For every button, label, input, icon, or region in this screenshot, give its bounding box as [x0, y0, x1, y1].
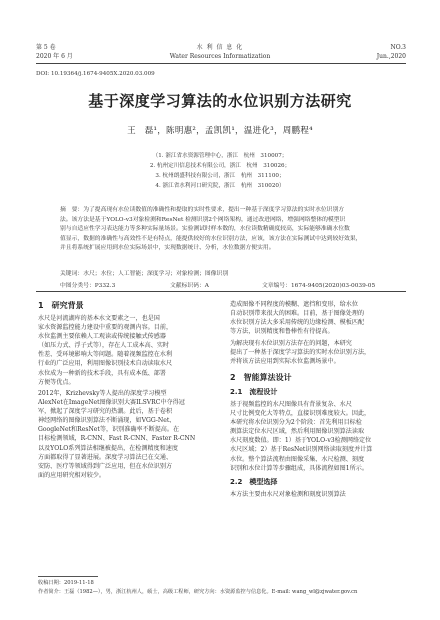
header-rule [36, 63, 406, 64]
abstract-line: 法。该方法是基于YOLO-v3对象检测和ResNet 检测识别2个网络架构，通过改进网络，增强网络整体的模型识 [60, 216, 346, 223]
author-list: 王 磊¹，陈明惠²，孟凯凯¹，温进化³，周鹏程⁴ [127, 126, 313, 136]
keywords: 关键词：水尺；水位；人工智能；深度学习；对象检测；图像识别 [60, 271, 229, 277]
clc-number: 中图分类号：P332.3 [60, 283, 116, 289]
text-line: 自动识别带来很大的困难。目前，基于图像处理的 [230, 310, 365, 318]
affiliation-3: 3. 杭州朗盛科技有限公司，浙江 杭州 311100； [155, 173, 285, 179]
text-line: 尺寸比例变化大等特点，直接识别难度较大。因此， [230, 410, 371, 418]
text-line: 目标检测领域，R-CNN、Fast R-CNN、Faster R-CNN [38, 435, 196, 443]
text-line: 水尺区域；2）基于ResNet识别网络读取刻度并计算 [230, 446, 373, 454]
text-line: 等方法，识别精度和鲁棒性有待提高。 [230, 328, 334, 336]
footnote-author: 作者简介：王磊（1982—），男，浙江杭州人，硕士，高级工程师，研究方向：水资源监控与信息化。E-mail: wang_wl@zjwater.gov.cn [38, 589, 358, 595]
text-line: 以及YOLO系列算法相继被提出，在检测精度和速度 [38, 444, 178, 452]
text-line: 神经网络的图像识别算法不断涌现，如VGG-Net、 [38, 417, 176, 425]
issue-date-en: Jun.,2020 [376, 53, 406, 60]
text-line: 军，掀起了深度学习研究的热潮。此后，基于卷积 [38, 408, 173, 416]
right-paragraph-1 [230, 300, 406, 336]
text-line: 行业的广泛应用，利用图像识别技术自动读取水尺 [38, 360, 173, 368]
text-line: GoogleNet和ResNet等，识别准确率不断提高。在 [38, 426, 180, 434]
text-line: 测算法定位水尺区域，然后利用图像识别算法读取 [230, 428, 365, 436]
subsection-2-1-heading: 2.1 流程设计 [230, 388, 278, 396]
text-line: AlexNet在ImageNet图像识别大赛ILSVRC中夺得冠 [38, 399, 185, 407]
text-line: 2012年，Krizhevsky等人提出的深度学习模型 [38, 390, 167, 397]
right-paragraph-4 [230, 490, 406, 499]
text-line: 面的应用研究相对较少。 [38, 471, 106, 479]
left-paragraph-2 [38, 389, 214, 480]
abstract-line: 摘 要：为了提高现有水位读数值的准确性和提取的实时性要求，提出一种基于深度学习算法的实时水位识别方 [60, 207, 345, 213]
affiliation-4: 4. 浙江省水利河口研究院，浙江 杭州 310020） [155, 183, 285, 189]
abstract-line: 并且将系统扩展应用到水位实际场景中，实现数据统计、分析，水位数据方便实用。 [60, 245, 275, 252]
text-line: 水尺刻度数值。即：1）基于YOLO-v3检测网络定位 [230, 437, 372, 445]
text-line: 造成图像不同程度的模糊、遮挡和变形，给水位 [230, 301, 358, 308]
text-line: 方面都取得了显著进展。深度学习算法已在交通、 [38, 453, 173, 461]
doi: DOI: 10.19364/j.1674-9405X.2020.03.009 [36, 71, 155, 77]
volume-label: 第 5 卷 [36, 44, 56, 51]
footnote-rule [38, 576, 98, 577]
text-line: 水位监测主要依赖人工观读或传统接触式传感器 [38, 333, 166, 341]
journal-name-en: Water Resources Informatization [169, 53, 271, 60]
text-line: 识别和水位计算等步骤组成，具体流程如图1所示。 [230, 464, 368, 472]
text-line: 水位识别方法大多采用传统的边缘检测、模板匹配 [230, 319, 365, 327]
text-line: 基于视频监控的水尺图像具有背景复杂、水尺 [230, 401, 352, 408]
abstract [60, 206, 382, 254]
right-paragraph-2 [230, 339, 406, 366]
subsection-2-2-heading: 2.2 模型选择 [230, 478, 278, 486]
text-line: 水位成为一种新的技术手段，具有成本低、部署 [38, 369, 166, 377]
issue-number: NO.3 [390, 44, 406, 51]
affiliation-2: 2. 杭州定川信息技术有限公司，浙江 杭州 310026； [149, 163, 291, 169]
text-line: 水位。整个算法流程由图像采集、水尺检测、刻度 [230, 455, 365, 463]
text-line: 并将该方法应用到实际水位监测场景中。 [230, 358, 340, 366]
text-line: 方便等优点。 [38, 378, 75, 386]
right-paragraph-3 [230, 400, 406, 473]
footnote-received: 收稿日期：2019-11-18 [38, 580, 94, 586]
text-line: 安防、医疗等领域得到广泛应用，但在水位识别方 [38, 462, 173, 470]
issue-date-cn: 2020 年 6 月 [36, 53, 73, 60]
text-line: （如压力式、浮子式等），存在人工成本高、实时 [38, 342, 170, 350]
text-line: 本方法主要由水尺对象检测和刻度识别算法 [230, 491, 346, 498]
affiliation-1: （1. 浙江省水资源管理中心，浙江 杭州 310007； [152, 153, 288, 159]
document-code: 文献标识码：A [170, 283, 209, 289]
abstract-line: 别与自适应性学习表达能力等多种实际量场景。实验测试时样本数的，水位读数精确度较高，实际能够准确水位数 [60, 226, 350, 233]
abstract-line: 值显示，数据的准确性与高效性不是有特点，能提供较好的水位识别方法，应该，该方法在实际测试中达到较好效果， [60, 235, 362, 242]
section-2-heading: 2 智能算法设计 [230, 373, 292, 382]
section-1-heading: 1 研究背景 [38, 301, 84, 310]
article-id: 文章编号：1674-9405(2020)03-0039-05 [262, 283, 376, 289]
left-paragraph-1 [38, 314, 214, 387]
text-line: 水尺是河流湖库的基本水文要素之一，也是国 [38, 315, 160, 322]
text-line: 提出了一种基于深度学习算法的实时水位识别方法， [230, 349, 371, 357]
text-line: 性差、受环境影响大等问题。随着视频监控在水利 [38, 351, 173, 359]
text-line: 为解决现有水位识别方法存在的问题，本研究 [230, 340, 352, 347]
text-line: 家水资源监控能力建设中重要的观测内容。目前， [38, 324, 173, 332]
paper-title: 基于深度学习算法的水位识别方法研究 [88, 92, 352, 110]
text-line: 本研究将水位识别分为2个阶段：首先利用目标检 [230, 419, 362, 427]
abstract-rule [36, 291, 406, 292]
journal-name-cn: 水 利 信 息 化 [196, 44, 244, 51]
